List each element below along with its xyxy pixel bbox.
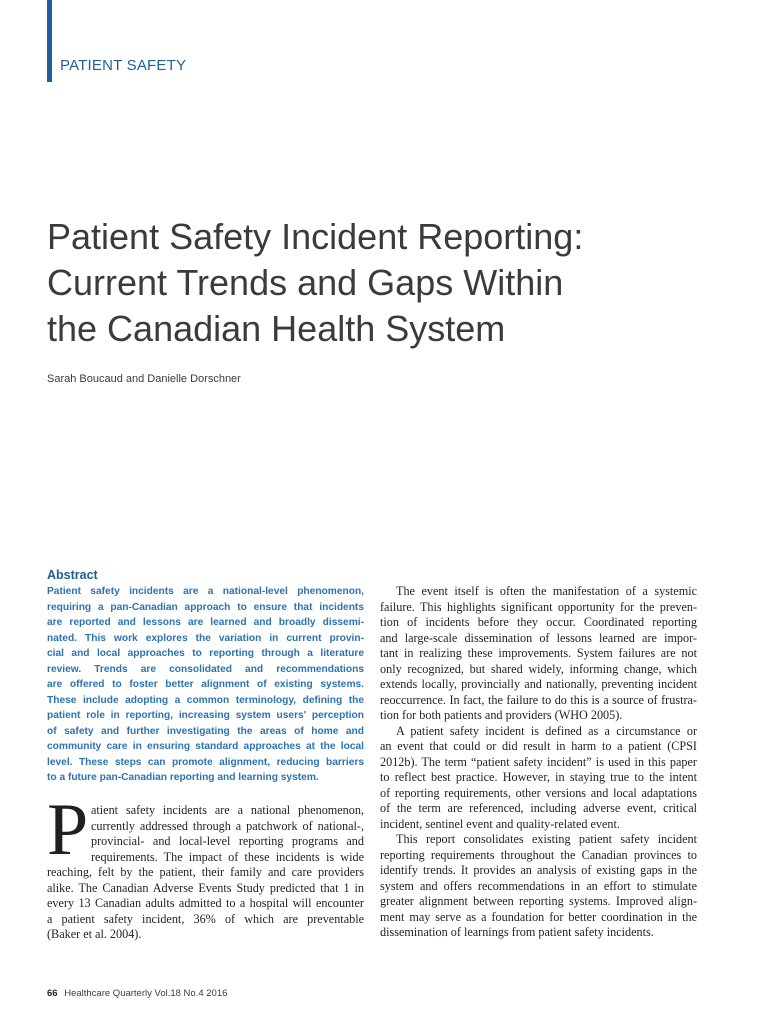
abstract-line: nated. This work explores the variation in current provin- (47, 632, 364, 644)
abstract-line: cial and local approaches to reporting through a literature (47, 648, 364, 659)
abstract-heading: Abstract (47, 568, 98, 582)
body-line: dissemination of learnings from patient safety incidents. (380, 925, 654, 939)
title-line: Current Trends and Gaps Within (47, 262, 564, 303)
body-line: every 13 Canadian adults admitted to a hospital will encounter (47, 896, 364, 910)
body-line: failure. This highlights significant opportunity for the preven- (380, 599, 697, 614)
body-line: only recognized, but shared widely, informing change, which (380, 661, 697, 676)
page-number: 66 (47, 988, 58, 999)
authors: Sarah Boucaud and Danielle Dorschner (47, 373, 241, 385)
body-line: reaching, felt by the patient, their family and care providers (47, 865, 364, 879)
article-title (47, 214, 727, 352)
body-line: tion for both patients and providers (WHO 2005). (380, 708, 623, 722)
body-line: 2012b). The term “patient safety incident” is used in this paper (380, 754, 697, 769)
abstract-line: to a future pan-Canadian reporting and learning system. (47, 772, 319, 783)
section-accent-bar (47, 0, 52, 82)
body-line: incident, sentinel event and quality-related event. (380, 816, 620, 831)
abstract-line: community care in ensuring standard approaches at the local (47, 741, 364, 752)
page-footer (47, 988, 227, 999)
body-line: A patient safety incident is defined as a circumstance or (396, 723, 697, 738)
abstract-line: level. These steps can promote alignment, reducing barriers (47, 756, 364, 768)
body-line: currently addressed through a patchwork of national-, (91, 818, 364, 833)
body-line: an event that could or did result in harm to a patient (CPSI (380, 739, 697, 753)
body-line: of the term are referenced, including adverse event, critical (380, 801, 697, 815)
abstract-line: Patient safety incidents are a national-level phenomenon, (47, 586, 364, 597)
body-line: system and offers recommendations in an effort to stimulate (380, 878, 697, 893)
section-label: PATIENT SAFETY (60, 57, 187, 74)
title-line: Patient Safety Incident Reporting: (47, 216, 584, 257)
body-line: and large-scale dissemination of lessons learned are impor- (380, 630, 697, 645)
body-line: of reporting requirements, other versions and local adaptations (380, 785, 697, 800)
body-line: to reflect best practice. However, in staying true to the intent (380, 770, 697, 784)
abstract-line: are reported and lessons are learned and broadly dissemi- (47, 617, 364, 628)
body-line: (Baker et al. 2004). (47, 927, 142, 941)
title-line: the Canadian Health System (47, 308, 506, 349)
abstract-line: review. Trends are consolidated and recommendations (47, 663, 364, 675)
abstract-line: of safety and further investigating the areas of home and (47, 725, 364, 737)
body-line: tion of incidents before they occur. Coordinated reporting (380, 615, 697, 629)
right-column (380, 584, 697, 941)
body-line: ment may serve as a foundation for better coordination in the (380, 909, 697, 924)
body-line: identify trends. It provides an analysis of existing gaps in the (380, 863, 697, 877)
body-line: reporting requirements throughout the Canadian provinces to (380, 847, 697, 862)
body-line: tant in realizing these improvements. System failures are not (380, 646, 697, 660)
body-line: extends locally, provincially and nationally, preventing incident (380, 677, 697, 691)
body-line: greater alignment between reporting systems. Improved align- (380, 894, 697, 908)
abstract-body (47, 584, 364, 786)
abstract-line: These include adopting a common terminology, defining the (47, 694, 364, 706)
body-line: This report consolidates existing patient safety incident (396, 832, 697, 846)
abstract-line: requiring a pan-Canadian approach to ensure that incidents (47, 601, 364, 613)
body-line: requirements. The impact of these incidents is wide (91, 849, 364, 864)
body-line: atient safety incidents are a national phenomenon, (91, 803, 364, 817)
abstract-line: are offered to foster better alignment of existing systems. (47, 679, 364, 690)
body-line: alike. The Canadian Adverse Events Study predicted that 1 in (47, 880, 364, 895)
body-line: provincial- and local-level reporting programs and (91, 834, 364, 848)
body-line: reoccurrence. In fact, the failure to do this is a source of frustra- (380, 692, 697, 707)
body-line: The event itself is often the manifestation of a systemic (396, 584, 697, 598)
journal-citation: Healthcare Quarterly Vol.18 No.4 2016 (64, 988, 228, 999)
body-line: a patient safety incident, 36% of which are preventable (47, 911, 364, 926)
abstract-line: patient role in reporting, increasing system users' perception (47, 710, 364, 721)
intro-paragraph (47, 803, 364, 943)
drop-cap: P (47, 789, 89, 871)
